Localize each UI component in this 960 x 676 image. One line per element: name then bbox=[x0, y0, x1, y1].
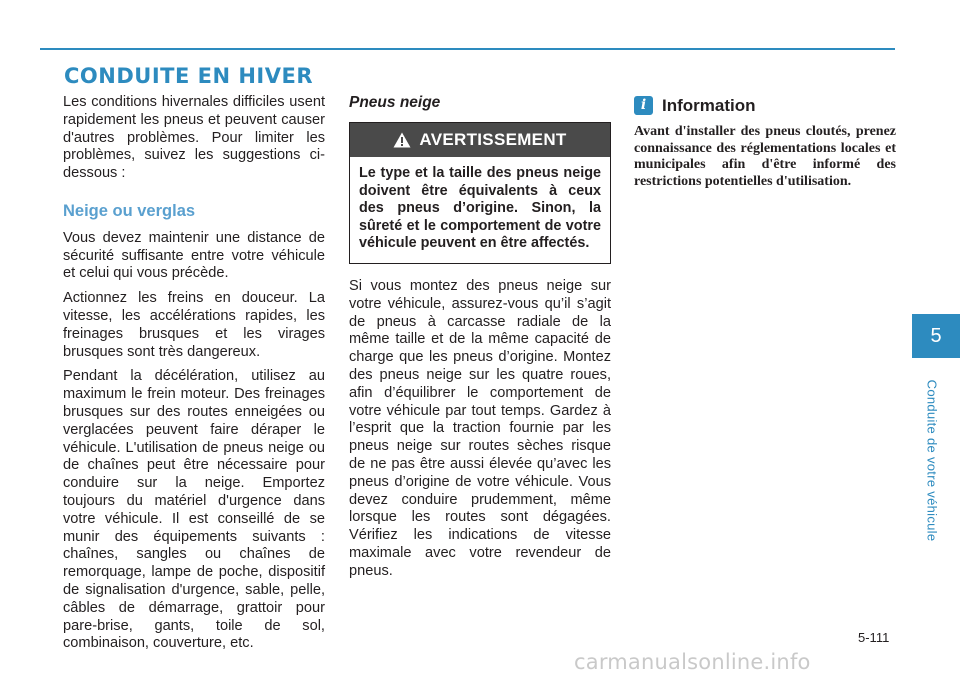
paragraph: Si vous montez des pneus neige sur votre véhicule, assurez-vous qu’il s’agit de pneus à carcasse radiale de la même taille et de la même capacité de charge que les pneus d’origine. Montez des pneus neige sur les quatre roues, afin d’équilibrer le comportement de votre véhicule par tout temps. Gardez à l’esprit que la traction fournie par les pneus neige sur routes sèches risque de ne pas être aussi élevée qu’avec les pneus d’origine de votre véhicule. Vous devez conduire prudemment, même lorsque les routes sont dégagées. Vérifiez les indications de vitesse maximale avec votre revendeur de pneus. bbox=[349, 277, 611, 579]
column-left bbox=[63, 94, 325, 660]
watermark: carmanualsonline.info bbox=[574, 650, 811, 674]
info-title: Information bbox=[662, 95, 756, 115]
info-text: Avant d'installer des pneus cloutés, prenez connaissance des réglementations locales et municipales afin d'être informé des restrictions potentielles d'utilisation. bbox=[634, 124, 896, 189]
top-rule bbox=[40, 48, 895, 50]
page-number: 5-111 bbox=[858, 630, 890, 645]
chapter-number-tab: 5 bbox=[912, 314, 960, 358]
heading-snow-tires: Pneus neige bbox=[349, 94, 441, 111]
section-title: CONDUITE EN HIVER bbox=[64, 64, 314, 88]
warning-triangle-icon bbox=[393, 132, 411, 148]
subheading-snow-ice: Neige ou verglas bbox=[63, 201, 196, 220]
warning-title: AVERTISSEMENT bbox=[419, 130, 567, 150]
warning-header bbox=[350, 123, 610, 157]
column-right bbox=[634, 96, 896, 190]
paragraph: Actionnez les freins en douceur. La vitesse, les accélérations rapides, les freinages brusques et les virages brusques sont très dangereux. bbox=[63, 290, 325, 360]
intro-paragraph: Les conditions hivernales difficiles usent rapidement les pneus et peuvent causer d'autres problèmes. Pour limiter les problèmes, suivez les suggestions ci-dessous : bbox=[63, 94, 325, 182]
info-icon: i bbox=[634, 96, 653, 115]
paragraph: Pendant la décélération, utilisez au maximum le frein moteur. Des freinages brusques sur des routes enneigées ou verglacées peuvent faire déraper le véhicule. L'utilisation de pneus neige ou de chaînes peut être nécessaire pour conduire sur la neige. Emportez toujours du matériel d'urgence dans votre véhicule. Il est conseillé de se munir des équipements suivants : chaînes, sangles ou chaînes de remorquage, lampe de poche, dispositif de signalisation d'urgence, sable, pelle, câbles de démarrage, grattoir pour pare-brise, gants, toile de sol, combinaison, couverture, etc. bbox=[63, 368, 325, 652]
warning-box bbox=[349, 122, 611, 264]
warning-text: Le type et la taille des pneus neige doivent être équivalents à ceux des pneus d’origine. Sinon, la sûreté et le comportement de votre véhicule peuvent en être affectés. bbox=[359, 165, 601, 252]
paragraph: Vous devez maintenir une distance de sécurité suffisante entre votre véhicule et celui qui vous précède. bbox=[63, 229, 325, 282]
chapter-label-text: Conduite de votre véhicule bbox=[924, 379, 940, 541]
info-header bbox=[634, 96, 896, 115]
chapter-label bbox=[922, 372, 942, 548]
column-middle bbox=[349, 94, 611, 588]
